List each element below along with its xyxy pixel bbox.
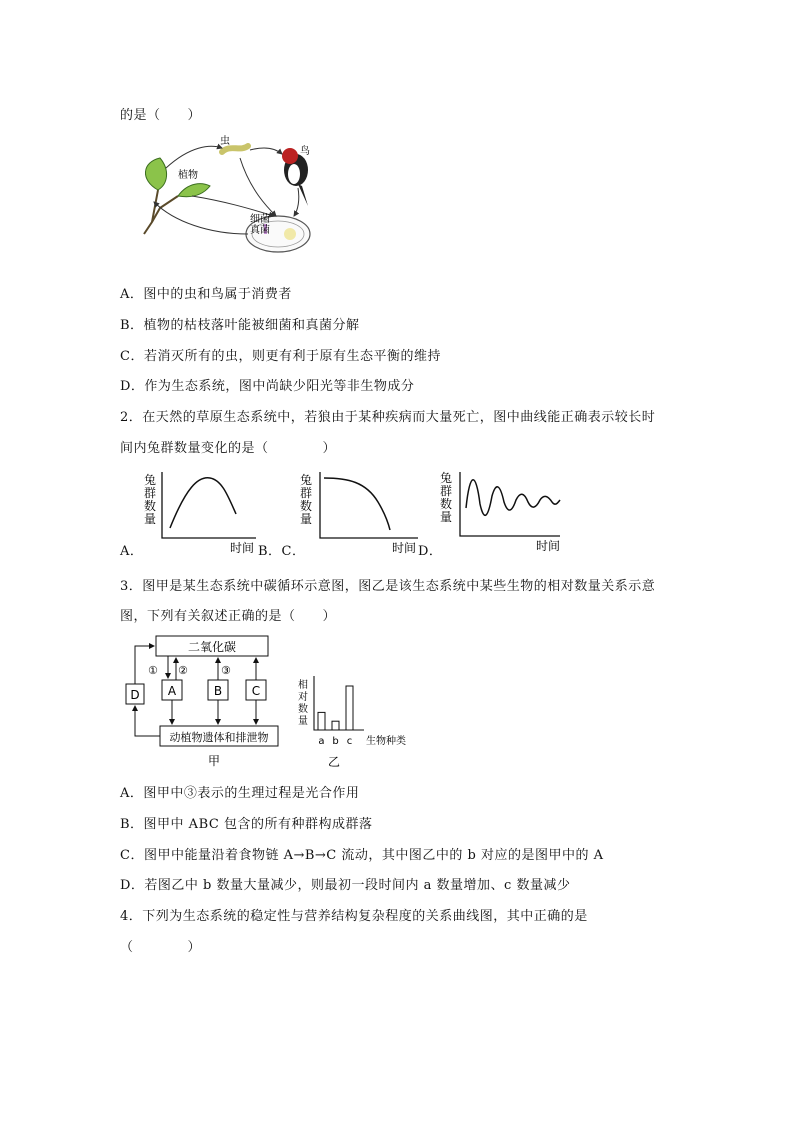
node-b: B — [213, 684, 223, 698]
q2-graph-c — [298, 468, 428, 556]
q2-option-a-label: A． — [120, 544, 144, 559]
svg-text:时间: 时间 — [230, 541, 255, 555]
svg-text:群: 群 — [440, 484, 453, 498]
q2-graph-a — [138, 468, 268, 556]
label-fungi: 真菌 — [250, 225, 270, 236]
svg-text:时间: 时间 — [536, 539, 561, 553]
remains-box: 动植物遗体和排泄物 — [169, 731, 269, 744]
svg-text:①: ① — [148, 664, 158, 677]
diagram-caption-jia: 甲 — [207, 754, 221, 768]
label-bacteria: 细菌 — [250, 214, 270, 225]
svg-text:对: 对 — [298, 692, 308, 703]
tick-label-b: b — [332, 736, 339, 747]
svg-text:数: 数 — [144, 499, 157, 513]
curve-d — [466, 480, 560, 516]
chart-caption-yi: 乙 — [327, 755, 341, 769]
svg-text:数: 数 — [298, 704, 308, 715]
svg-text:③: ③ — [221, 664, 231, 677]
curve-a — [170, 478, 236, 528]
relative-count-chart — [294, 672, 410, 770]
svg-text:群: 群 — [144, 486, 157, 500]
bar-b — [332, 721, 339, 730]
q1-stem-tail: 的是（ ） — [120, 108, 202, 123]
q4-stem-line1: 4．下列为生态系统的稳定性与营养结构复杂程度的关系曲线图，其中正确的是 — [120, 909, 588, 924]
q3-option-d: D．若图乙中 b 数量大量减少，则最初一段时间内 a 数量增加、c 数量减少 — [120, 878, 571, 893]
svg-text:兔: 兔 — [300, 473, 313, 487]
q3-option-c: C．图甲中能量沿着食物链 A→B→C 流动，其中图乙中的 b 对应的是图甲中的 A — [120, 848, 604, 863]
bar-a — [318, 712, 325, 730]
bar-c — [346, 686, 353, 730]
q2-stem-line1: 2．在天然的草原生态系统中，若狼由于某种疾病而大量死亡，图中曲线能正确表示较长时 — [120, 410, 656, 425]
leaf-icon — [145, 158, 166, 190]
q1-option-a: A．图中的虫和鸟属于消费者 — [120, 287, 292, 302]
svg-text:②: ② — [178, 664, 188, 677]
q3-option-b: B．图甲中 ABC 包含的所有种群构成群落 — [120, 817, 373, 832]
q1-option-c: C．若消灭所有的虫，则更有利于原有生态平衡的维持 — [120, 349, 441, 364]
co2-box: 二氧化碳 — [187, 640, 237, 654]
node-a: A — [167, 684, 177, 698]
curve-c — [324, 478, 390, 530]
tick-label-a: a — [318, 736, 325, 747]
svg-text:量: 量 — [298, 716, 308, 727]
q3-stem-line2: 图，下列有关叙述正确的是（ ） — [120, 609, 337, 624]
q4-stem-line2: （ ） — [120, 940, 202, 955]
svg-text:量: 量 — [440, 510, 453, 524]
svg-text:数: 数 — [300, 499, 313, 513]
q1-option-b: B．植物的枯枝落叶能被细菌和真菌分解 — [120, 318, 360, 333]
x-axis-label: 生物种类 — [366, 736, 406, 747]
q2-option-d-label: D． — [418, 544, 443, 559]
svg-text:相: 相 — [298, 680, 308, 691]
carbon-cycle-diagram — [122, 628, 286, 768]
label-plant: 植物 — [178, 170, 198, 181]
svg-text:群: 群 — [300, 486, 313, 500]
node-d: D — [130, 688, 140, 702]
q2-graph-d — [436, 468, 566, 556]
svg-text:数: 数 — [440, 497, 453, 511]
svg-text:量: 量 — [300, 512, 313, 526]
svg-text:量: 量 — [144, 512, 157, 526]
tick-label-c: c — [346, 736, 353, 747]
q2-stem-line2: 间内兔群数量变化的是（ ） — [120, 441, 337, 456]
food-web-figure — [130, 130, 330, 255]
label-insect: 虫 — [220, 136, 230, 147]
q1-option-d: D．作为生态系统，图中尚缺少阳光等非生物成分 — [120, 379, 415, 394]
q2-option-bc-label: B．C． — [258, 544, 306, 559]
q3-stem-line1: 3．图甲是某生态系统中碳循环示意图，图乙是该生态系统中某些生物的相对数量关系示意 — [120, 579, 656, 594]
node-c: C — [251, 684, 261, 698]
svg-text:兔: 兔 — [144, 473, 157, 487]
q3-option-a: A．图甲中③表示的生理过程是光合作用 — [120, 786, 360, 801]
label-bird: 鸟 — [300, 146, 310, 157]
svg-text:时间: 时间 — [392, 541, 417, 555]
leaf-icon — [178, 184, 210, 197]
svg-text:兔: 兔 — [440, 471, 453, 485]
